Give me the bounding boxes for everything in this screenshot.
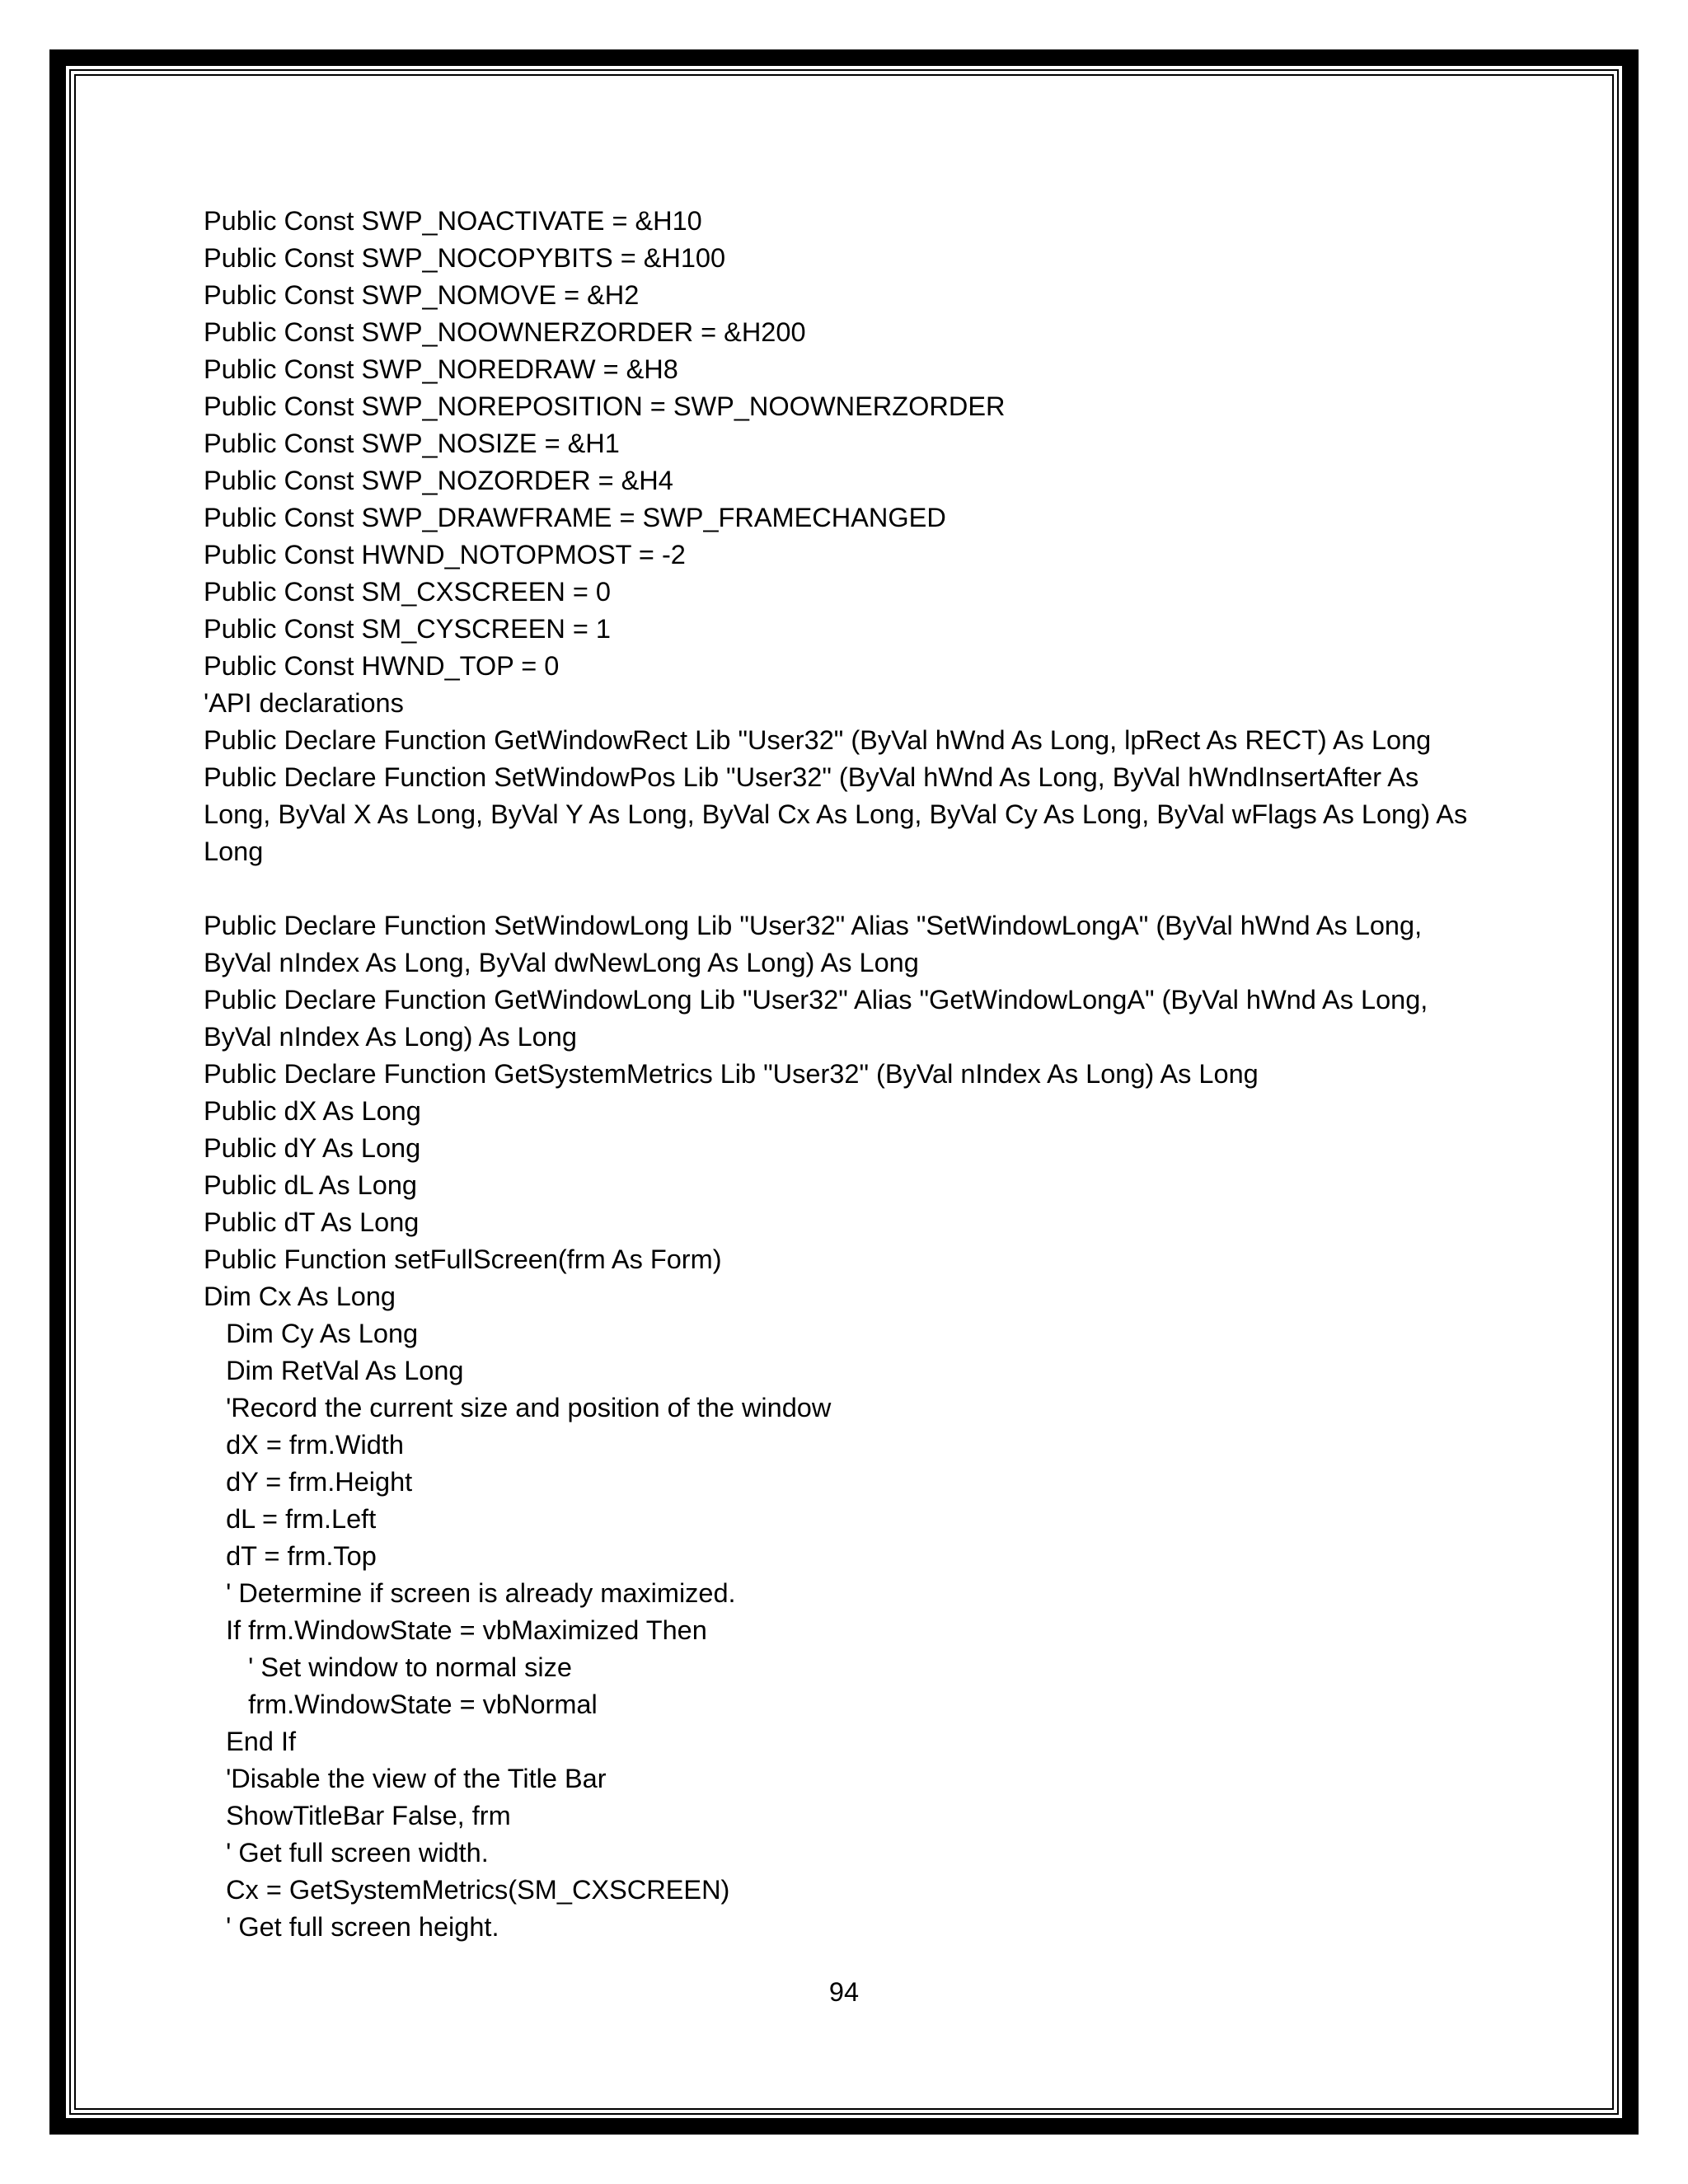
code-line: frm.WindowState = vbNormal bbox=[204, 1690, 598, 1719]
code-line: Public Const SWP_NOSIZE = &H1 bbox=[204, 429, 620, 458]
code-line: Long, ByVal X As Long, ByVal Y As Long, ByVal Cx As Long, ByVal Cy As Long, ByVal wFlags As Long) As bbox=[204, 799, 1468, 829]
code-line: 'Disable the view of the Title Bar bbox=[204, 1764, 607, 1793]
code-line: If frm.WindowState = vbMaximized Then bbox=[204, 1615, 707, 1645]
code-line: Dim Cy As Long bbox=[204, 1319, 419, 1348]
code-line: Cx = GetSystemMetrics(SM_CXSCREEN) bbox=[204, 1875, 730, 1905]
code-line: End If bbox=[204, 1727, 297, 1756]
code-line: dL = frm.Left bbox=[204, 1504, 377, 1534]
code-line: Public dT As Long bbox=[204, 1207, 420, 1237]
code-line: dY = frm.Height bbox=[204, 1467, 413, 1497]
code-line: Public Const SWP_NOMOVE = &H2 bbox=[204, 280, 640, 310]
code-line: Public Const SWP_NOACTIVATE = &H10 bbox=[204, 206, 702, 236]
code-line: ' Set window to normal size bbox=[204, 1652, 572, 1682]
code-line: Dim Cx As Long bbox=[204, 1282, 396, 1311]
code-line: Long bbox=[204, 837, 264, 866]
code-line: Public dL As Long bbox=[204, 1170, 417, 1200]
code-line: Public Const SWP_NOREDRAW = &H8 bbox=[204, 354, 678, 384]
code-line: Public Declare Function SetWindowLong Lib "User32" Alias "SetWindowLongA" (ByVal hWnd As Long, bbox=[204, 911, 1423, 940]
code-line: Public dY As Long bbox=[204, 1133, 421, 1163]
code-listing bbox=[204, 203, 1489, 1946]
code-line: ' Get full screen width. bbox=[204, 1838, 489, 1868]
code-line: ByVal nIndex As Long, ByVal dwNewLong As Long) As Long bbox=[204, 948, 919, 977]
code-line: Public dX As Long bbox=[204, 1096, 421, 1126]
code-line bbox=[204, 870, 1489, 907]
code-line: ShowTitleBar False, frm bbox=[204, 1801, 511, 1830]
code-line: Public Const SWP_NOOWNERZORDER = &H200 bbox=[204, 317, 806, 347]
code-line: Public Const HWND_TOP = 0 bbox=[204, 651, 560, 681]
code-line: Public Const SWP_DRAWFRAME = SWP_FRAMECHANGED bbox=[204, 503, 946, 532]
code-line: Public Declare Function SetWindowPos Lib "User32" (ByVal hWnd As Long, ByVal hWndInsertAfter As bbox=[204, 762, 1419, 792]
code-line: Public Declare Function GetSystemMetrics Lib "User32" (ByVal nIndex As Long) As Long bbox=[204, 1059, 1259, 1089]
code-line: Public Const SWP_NOZORDER = &H4 bbox=[204, 466, 673, 495]
code-line: Public Const SWP_NOREPOSITION = SWP_NOOWNERZORDER bbox=[204, 391, 1006, 421]
code-line: dT = frm.Top bbox=[204, 1541, 377, 1571]
code-line: ' Determine if screen is already maximized. bbox=[204, 1578, 736, 1608]
code-line: Public Declare Function GetWindowRect Lib "User32" (ByVal hWnd As Long, lpRect As RECT) As Long bbox=[204, 725, 1432, 755]
code-line: Public Declare Function GetWindowLong Lib "User32" Alias "GetWindowLongA" (ByVal hWnd As Long, bbox=[204, 985, 1428, 1015]
code-line: Public Const SWP_NOCOPYBITS = &H100 bbox=[204, 243, 726, 273]
code-line: 'Record the current size and position of the window bbox=[204, 1393, 832, 1422]
code-line: Public Const HWND_NOTOPMOST = -2 bbox=[204, 540, 686, 569]
code-line: ByVal nIndex As Long) As Long bbox=[204, 1022, 577, 1052]
code-line: Public Const SM_CXSCREEN = 0 bbox=[204, 577, 612, 607]
code-line: dX = frm.Width bbox=[204, 1430, 404, 1460]
code-line: 'API declarations bbox=[204, 688, 404, 718]
code-line: ' Get full screen height. bbox=[204, 1912, 499, 1942]
code-line: Public Function setFullScreen(frm As Form) bbox=[204, 1244, 722, 1274]
code-line: Public Const SM_CYSCREEN = 1 bbox=[204, 614, 612, 644]
code-line: Dim RetVal As Long bbox=[204, 1356, 464, 1385]
page-number: 94 bbox=[828, 1977, 860, 2007]
